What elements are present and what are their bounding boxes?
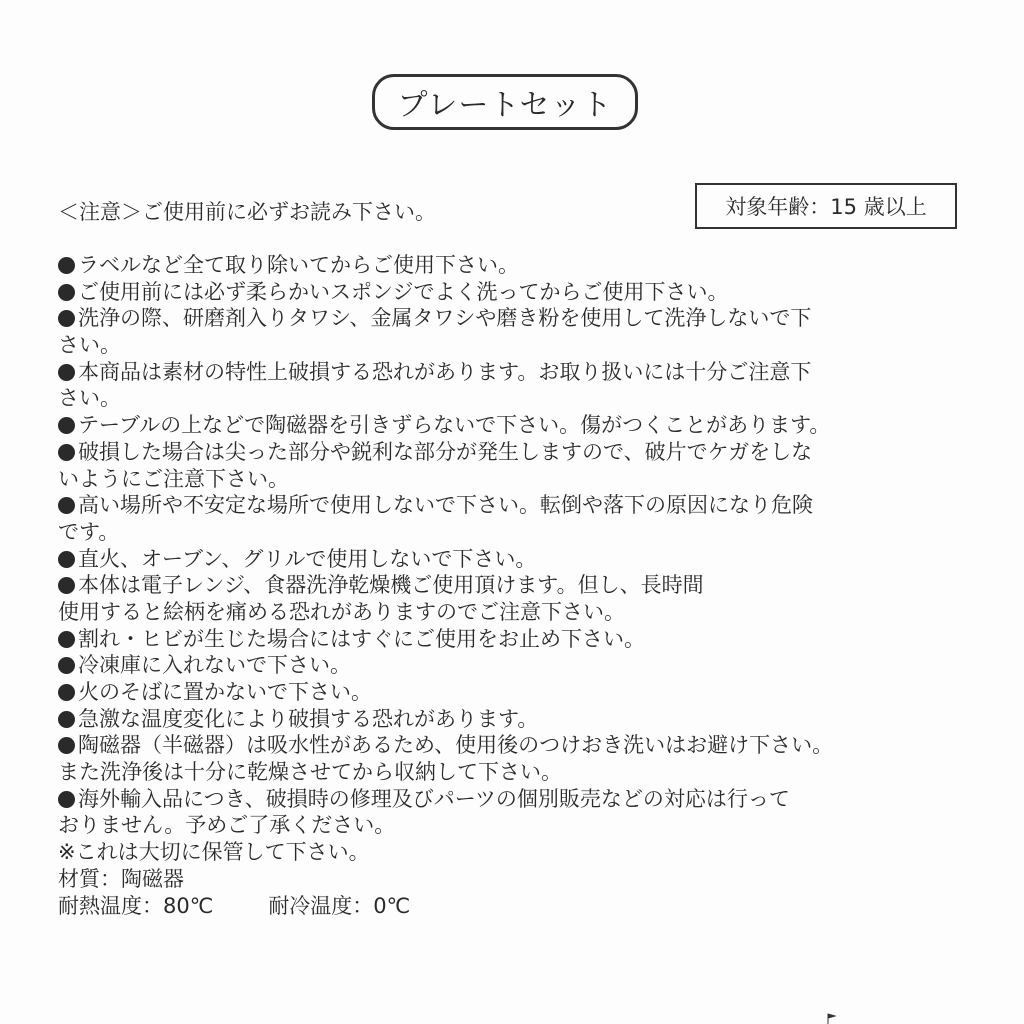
flag-mark-icon — [826, 1012, 836, 1024]
instruction-item — [58, 279, 963, 306]
bullet-dot-icon — [58, 577, 75, 594]
bullet-dot-icon — [58, 444, 75, 461]
instruction-text: 火のそばに置かないで下さい。 — [78, 680, 372, 704]
instruction-item — [58, 572, 963, 599]
instruction-text: 使用すると絵柄を痛める恐れがありますのでご注意下さい。 — [58, 599, 625, 624]
product-title-text: プレートセット — [397, 88, 613, 123]
bullet-dot-icon — [58, 310, 75, 327]
instruction-text: 材質：陶磁器 — [58, 866, 184, 891]
instruction-item — [58, 732, 963, 759]
instruction-text: また洗浄後は十分に乾燥させてから収納して下さい。 — [58, 760, 562, 785]
instruction-continuation — [58, 466, 963, 493]
instruction-text: さい。 — [58, 386, 121, 411]
instruction-continuation — [58, 599, 963, 626]
bullet-dot-icon — [58, 711, 75, 728]
instruction-text: 洗浄の際、研磨剤入りタワシ、金属タワシや磨き粉を使用して洗浄しないで下 — [78, 306, 812, 331]
instruction-continuation — [58, 812, 963, 839]
instruction-item — [58, 359, 963, 386]
instruction-text: さい。 — [58, 333, 121, 358]
instruction-item — [58, 439, 963, 466]
instructions-list — [58, 252, 963, 919]
instruction-continuation — [58, 866, 963, 893]
instruction-text: 本体は電子レンジ、食器洗浄乾燥機ご使用頂けます。但し、長時間 — [78, 573, 704, 598]
instruction-text: 急激な温度変化により破損する恐れがあります。 — [78, 706, 539, 731]
bullet-dot-icon — [58, 497, 75, 514]
instruction-continuation — [58, 519, 963, 546]
instruction-item — [58, 412, 963, 439]
instruction-item — [58, 706, 963, 733]
instruction-item — [58, 679, 963, 706]
heat-resistance-text: 耐熱温度：80℃ — [58, 893, 214, 918]
caution-heading: ＜注意＞ご使用前に必ずお読み下さい。 — [58, 200, 436, 224]
instruction-item — [58, 652, 963, 679]
cold-resistance-text: 耐冷温度：0℃ — [268, 893, 411, 918]
instruction-continuation — [58, 332, 963, 359]
instruction-text: 本商品は素材の特性上破損する恐れがあります。お取り扱いには十分ご注意下 — [78, 359, 812, 384]
instruction-text: いようにご注意下さい。 — [58, 466, 289, 491]
bullet-dot-icon — [58, 791, 75, 808]
bullet-dot-icon — [58, 417, 75, 434]
instruction-continuation — [58, 385, 963, 412]
instruction-text: 海外輸入品につき、破損時の修理及びパーツの個別販売などの対応は行って — [78, 786, 790, 811]
instruction-item — [58, 305, 963, 332]
bullet-dot-icon — [58, 364, 75, 381]
instruction-text: 陶磁器（半磁器）は吸水性があるため、使用後のつけおき洗いはお避け下さい。 — [78, 733, 834, 758]
bullet-dot-icon — [58, 657, 75, 674]
product-title — [372, 74, 638, 130]
bullet-dot-icon — [58, 737, 75, 754]
instruction-text: 冷凍庫に入れないで下さい。 — [78, 653, 351, 678]
bullet-dot-icon — [58, 284, 75, 301]
temperature-row — [58, 893, 963, 920]
instruction-text: 直火、オーブン、グリルで使用しないで下さい。 — [78, 546, 537, 571]
bullet-dot-icon — [58, 684, 75, 701]
instruction-text: 破損した場合は尖った部分や鋭利な部分が発生しますので、破片でケガをしな — [78, 439, 813, 464]
instruction-text: 割れ・ヒビが生じた場合にはすぐにご使用をお止め下さい。 — [78, 626, 645, 651]
instruction-text: おりません。予めご了承ください。 — [58, 813, 396, 838]
instruction-item — [58, 786, 963, 813]
instruction-item — [58, 546, 963, 573]
instruction-text: 高い場所や不安定な場所で使用しないで下さい。転倒や落下の原因になり危険 — [78, 493, 813, 518]
bullet-dot-icon — [58, 257, 75, 274]
instruction-text: ※これは大切に保管して下さい。 — [58, 840, 370, 865]
instruction-item — [58, 492, 963, 519]
instruction-continuation — [58, 759, 963, 786]
bullet-dot-icon — [58, 551, 75, 568]
age-rating-badge — [695, 183, 957, 229]
instruction-text: テーブルの上などで陶磁器を引きずらないで下さい。傷がつくことがあります。 — [78, 413, 831, 438]
age-rating-text: 対象年齢：15 歳以上 — [725, 195, 927, 219]
instruction-continuation — [58, 839, 963, 866]
bullet-dot-icon — [58, 631, 75, 648]
instruction-text: ラベルなど全て取り除いてからご使用下さい。 — [78, 253, 519, 277]
instruction-item — [58, 252, 963, 279]
instruction-text: ご使用前には必ず柔らかいスポンジでよく洗ってからご使用下さい。 — [78, 279, 729, 304]
instruction-item — [58, 626, 963, 653]
instruction-text: です。 — [58, 519, 120, 544]
